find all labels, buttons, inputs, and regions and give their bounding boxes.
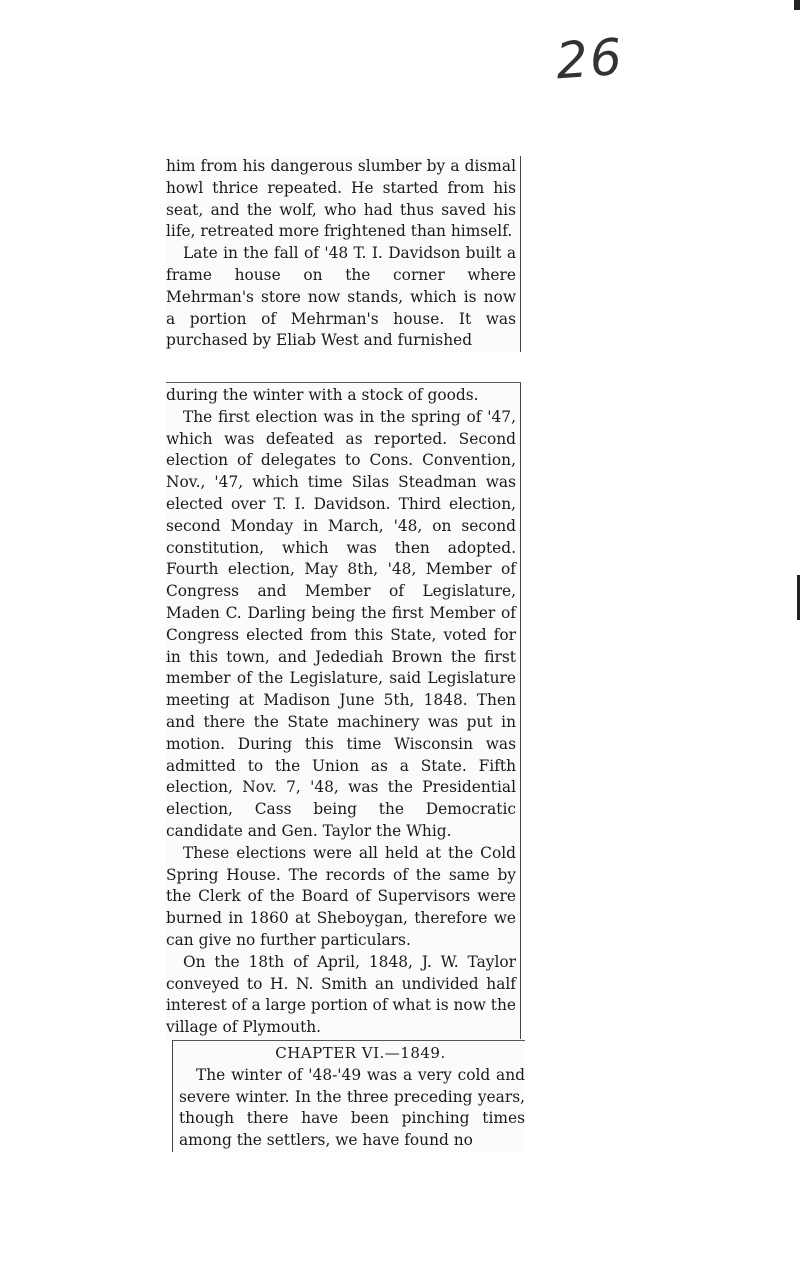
paragraph: The first election was in the spring of '47, which was defeated as reported. Second election of delegates to Cons. Convention, Nov., '47, which time Silas Steadman was elected over T. I. Davidson. Third election, second Monday in March, '48, on second constitution, which was then adopted. Fourth election, May 8th, '48, Member of Congress and Member of Legislature, Maden C. Darling being the first Member of Congress elected from this State, voted for in this town, and Jedediah Brown the first member of the Legislature, said Legislature meeting at Madison June 5th, 1848. Then and there the State machinery was put in motion. During this time Wisconsin was admitted to the Union as a State. Fifth election, Nov. 7, '48, was the Presidential election, Cass being the Democratic candidate and Gen. Taylor the Whig. [166,407,516,840]
clipping-3 [172,1040,525,1152]
paragraph: him from his dangerous slumber by a dismal howl thrice repeated. He started from his seat, and the wolf, who had thus saved his life, retreated more frightened than himself. [166,157,516,241]
scan-edge-mark [794,0,800,10]
clipping-2 [166,382,521,1039]
paragraph: during the winter with a stock of goods. [166,386,479,404]
paragraph: These elections were all held at the Cold Spring House. The records of the same by the Clerk of the Board of Supervisors were burned in 1860 at Sheboygan, therefore we can give no further particulars. [166,843,516,949]
chapter-heading: CHAPTER VI.—1849. [275,1044,446,1062]
paragraph: On the 18th of April, 1848, J. W. Taylor conveyed to H. N. Smith an undivided half interest of a large portion of what is now the village of Plymouth. [166,952,516,1037]
clipping-1 [166,156,521,352]
paragraph: Late in the fall of '48 T. I. Davidson built a frame house on the corner where Mehrman's store now stands, which is now a portion of Mehrman's house. It was purchased by Eliab West and furnished [166,244,516,350]
paragraph: The winter of '48-'49 was a very cold and severe winter. In the three preceding years, though there have been pinching times among the settlers, we have found no [179,1065,525,1150]
page-number: 26 [554,27,626,91]
